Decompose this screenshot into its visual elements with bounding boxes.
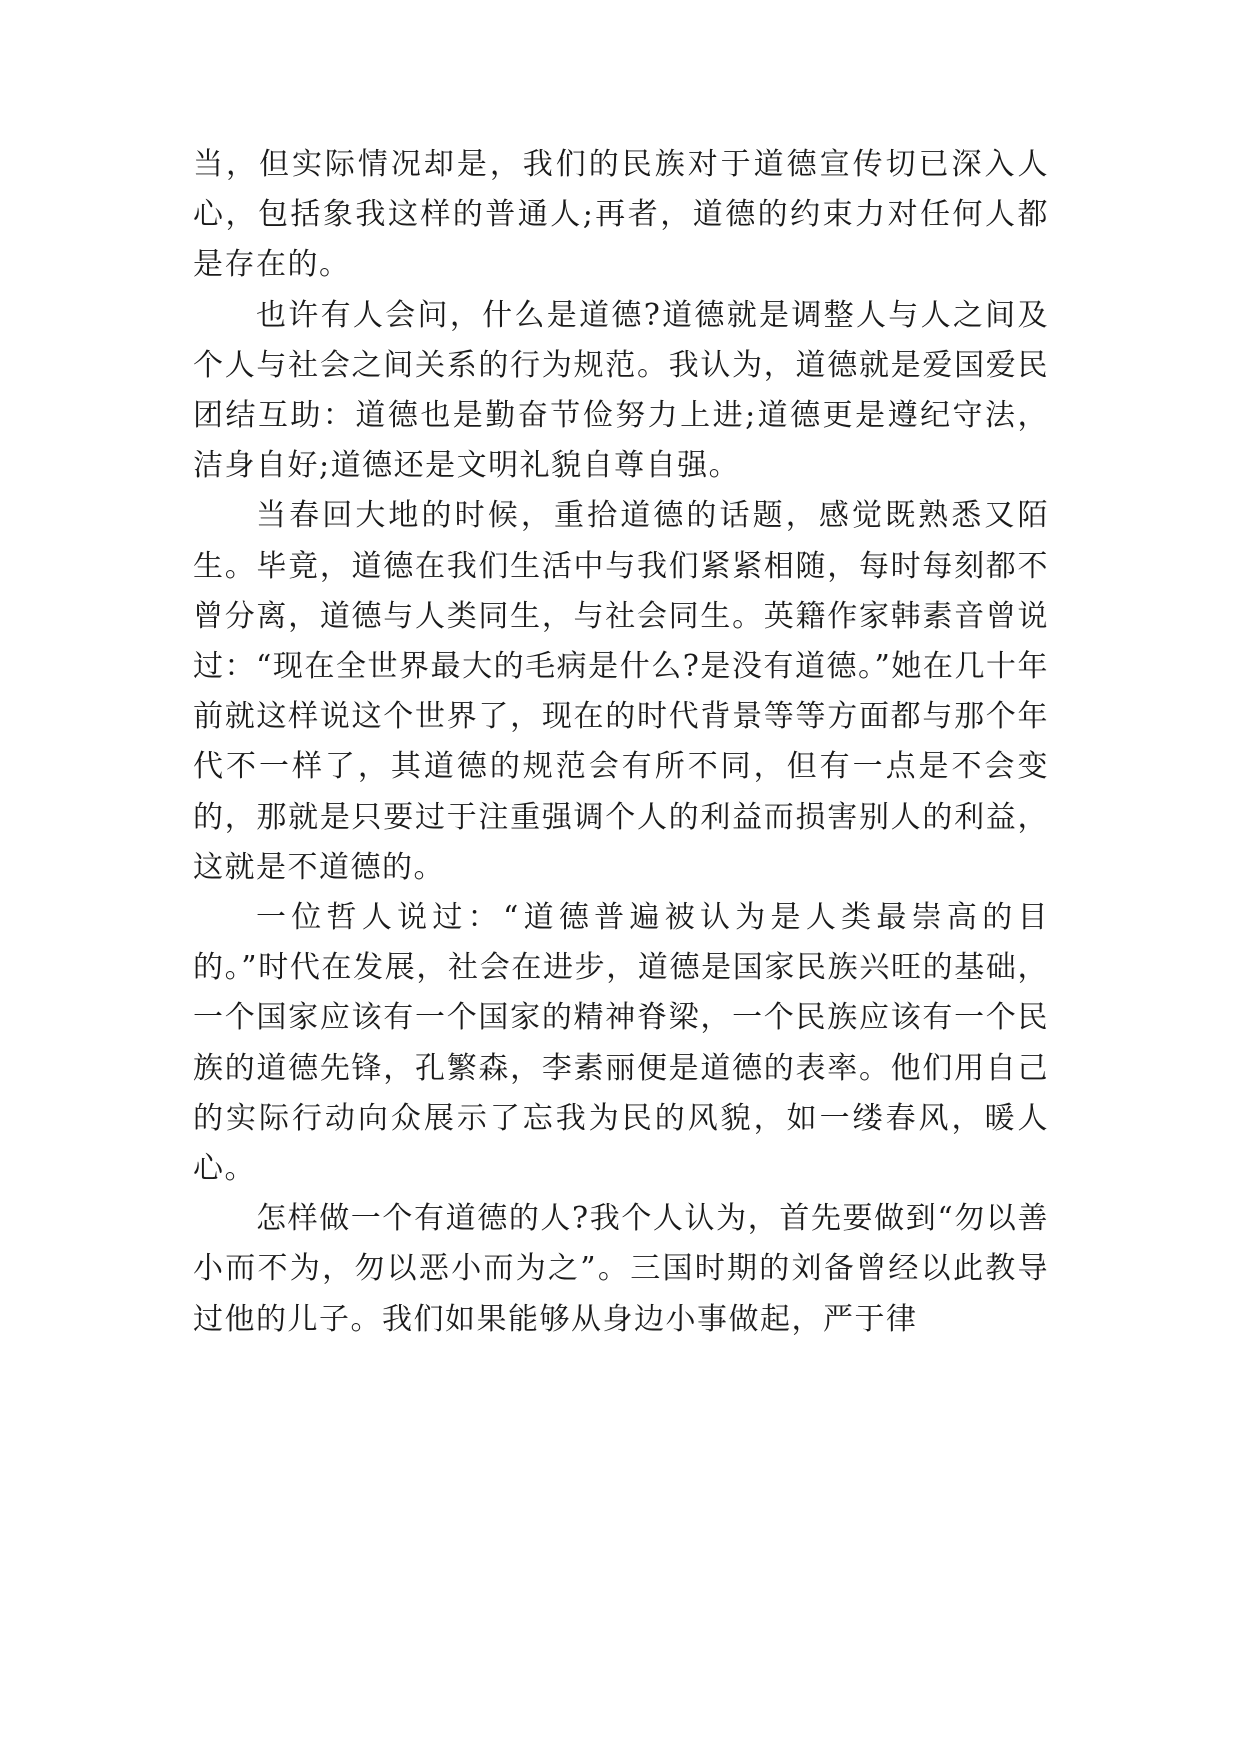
paragraph-4: 一位哲人说过：“道德普遍被认为是人类最崇高的目的。”时代在发展，社会在进步，道德是国家民族兴旺的基础，一个国家应该有一个国家的精神脊梁，一个民族应该有一个民族的道德先锋，孔繁森，李素丽便是道德的表率。他们用自己的实际行动向众展示了忘我为民的风貌，如一缕春风，暖人心。	[193, 900, 1049, 1187]
document-body	[193, 140, 1049, 1345]
paragraph-1: 当，但实际情况却是，我们的民族对于道德宣传切已深入人心，包括象我这样的普通人;再者，道德的约束力对任何人都是存在的。	[193, 147, 1049, 283]
paragraph-2: 也许有人会问，什么是道德?道德就是调整人与人之间及个人与社会之间关系的行为规范。我认为，道德就是爱国爱民团结互助：道德也是勤奋节俭努力上进;道德更是遵纪守法，洁身自好;道德还是文明礼貌自尊自强。	[193, 297, 1049, 484]
paragraph-5: 怎样做一个有道德的人?我个人认为，首先要做到“勿以善小而不为，勿以恶小而为之”。三国时期的刘备曾经以此教导过他的儿子。我们如果能够从身边小事做起，严于律	[193, 1201, 1049, 1337]
paragraph-3: 当春回大地的时候，重拾道德的话题，感觉既熟悉又陌生。毕竟，道德在我们生活中与我们紧紧相随，每时每刻都不曾分离，道德与人类同生，与社会同生。英籍作家韩素音曾说过：“现在全世界最大的毛病是什么?是没有道德。”她在几十年前就这样说这个世界了，现在的时代背景等等方面都与那个年代不一样了，其道德的规范会有所不同，但有一点是不会变的，那就是只要过于注重强调个人的利益而损害别人的利益，这就是不道德的。	[193, 498, 1049, 885]
